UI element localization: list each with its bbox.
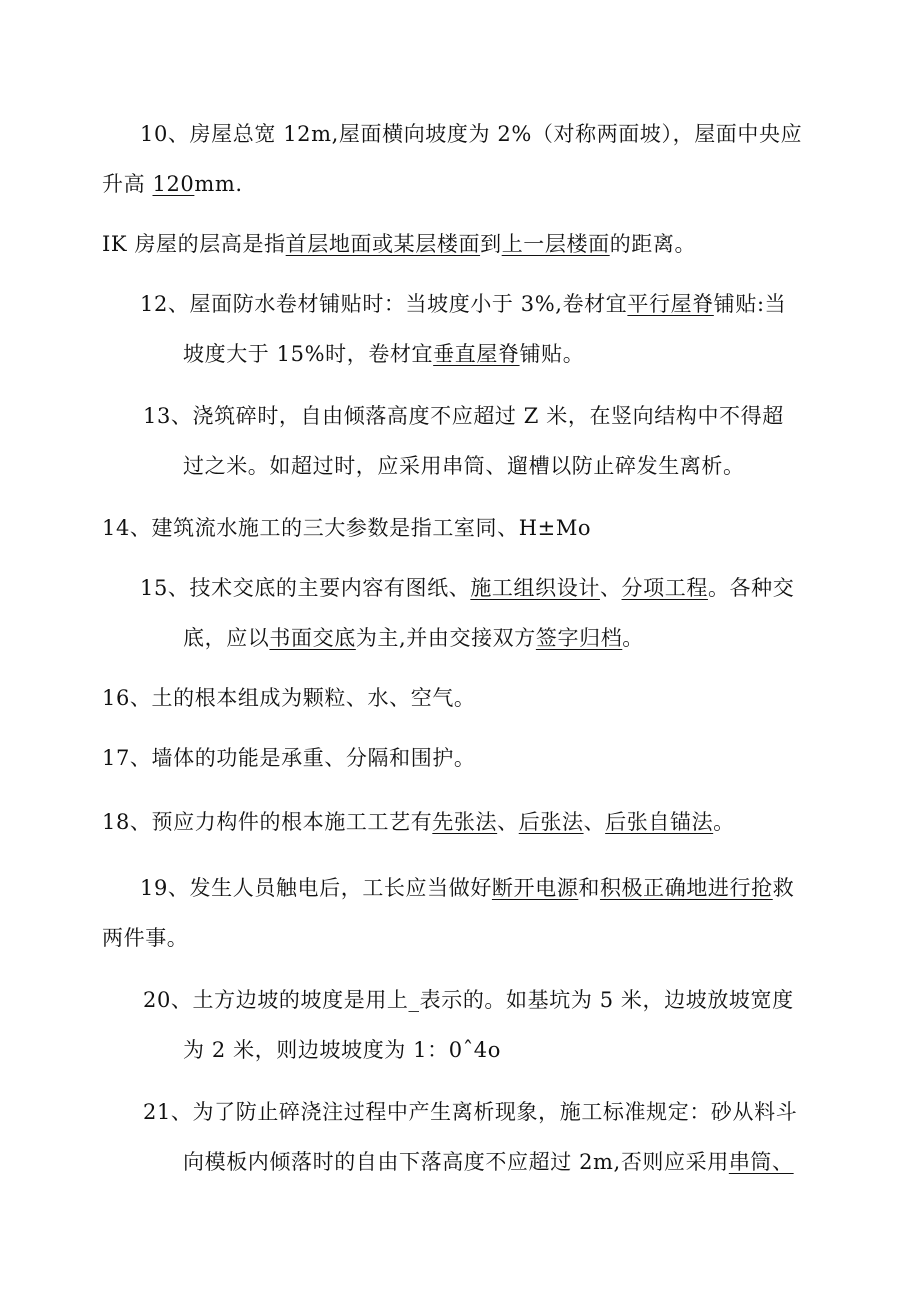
item-20-line-1 — [143, 986, 794, 1014]
text: 坡度大于 15%时，卷材宜 — [183, 342, 434, 366]
item-19-line-2 — [102, 924, 188, 952]
text: 。 — [622, 626, 644, 650]
text: 向模板内倾落时的自由下落高度不应超过 2m,否则应采用 — [183, 1150, 729, 1174]
underlined-answer: 上一层楼面 — [501, 232, 610, 256]
text: 、 — [497, 810, 519, 834]
underlined-answer: 先张法 — [432, 810, 498, 834]
text: 18、预应力构件的根本施工工艺有 — [102, 810, 433, 834]
text: 、 — [599, 576, 622, 600]
underlined-answer: 120 — [152, 172, 195, 196]
item-13-line-1 — [143, 402, 784, 430]
text: 、 — [583, 810, 606, 834]
underlined-answer: 首层地面或某层楼面 — [285, 232, 481, 256]
text: 铺贴:当 — [713, 292, 787, 316]
text: 。各种交 — [707, 576, 795, 600]
text: 底，应以 — [183, 626, 270, 650]
text: 。 — [713, 810, 735, 834]
item-12-line-1 — [140, 290, 786, 318]
underlined-answer: 串筒、 — [728, 1150, 794, 1174]
text: 12、屋面防水卷材铺贴时：当坡度小于 3%,卷材宜 — [140, 292, 628, 316]
underlined-answer: 垂直屋脊 — [433, 342, 520, 366]
text: 的距离。 — [609, 232, 697, 256]
text: 救 — [772, 876, 795, 900]
text: 13、浇筑碎时，自由倾落高度不应超过 Z 米，在竖向结构中不得超 — [143, 404, 784, 428]
item-10-line-2 — [102, 170, 243, 198]
item-17-line-1 — [102, 744, 476, 772]
text: mm. — [194, 172, 243, 196]
text: 20、土方边坡的坡度是用上_表示的。如基坑为 5 米，边坡放坡宽度 — [143, 988, 794, 1012]
item-18-line-1 — [102, 808, 735, 836]
underlined-answer: 分项工程 — [621, 576, 708, 600]
item-16-line-1 — [102, 684, 476, 712]
text: 为 2 米，则边坡坡度为 1：0ˆ4o — [183, 1038, 502, 1062]
item-10-line-1 — [140, 120, 802, 148]
item-13-line-2 — [183, 452, 745, 480]
text: 16、土的根本组成为颗粒、水、空气。 — [102, 686, 476, 710]
underlined-answer: 后张法 — [518, 810, 584, 834]
text: 到 — [480, 232, 502, 256]
text: 升高 — [102, 172, 153, 196]
item-15-line-2 — [183, 624, 644, 652]
text: 15、技术交底的主要内容有图纸、 — [140, 576, 471, 600]
underlined-answer: 签字归档 — [535, 626, 623, 650]
text: 和 — [578, 876, 600, 900]
item-20-line-2 — [183, 1036, 501, 1064]
text: 19、发生人员触电后，工长应当做好 — [140, 876, 492, 900]
underlined-answer: 书面交底 — [269, 626, 356, 650]
item-14-line-1 — [102, 514, 591, 542]
underlined-answer: 后张自锚法 — [605, 810, 714, 834]
underlined-answer: 断开电源 — [491, 876, 579, 900]
item-19-line-1 — [140, 874, 794, 902]
text: 10、房屋总宽 12m,屋面横向坡度为 2%（对称两面坡），屋面中央应 — [140, 122, 803, 146]
text: 21、为了防止碎浇注过程中产生离析现象，施工标准规定：砂从料斗 — [143, 1100, 798, 1124]
text: 两件事。 — [102, 926, 189, 950]
text: 铺贴。 — [519, 342, 585, 366]
item-21-line-2 — [183, 1148, 794, 1176]
text: IK 房屋的层高是指 — [102, 232, 286, 256]
item-15-line-1 — [140, 574, 794, 602]
text: 为主,并由交接双方 — [355, 626, 536, 650]
text: 14、建筑流水施工的三大参数是指工室同、H±Mo — [102, 516, 592, 540]
item-12-line-2 — [183, 340, 584, 368]
underlined-answer: 施工组织设计 — [470, 576, 600, 600]
underlined-answer: 积极正确地进行抢 — [599, 876, 773, 900]
item-21-line-1 — [143, 1098, 797, 1126]
item-11-line-1 — [102, 230, 696, 258]
text: 17、墙体的功能是承重、分隔和围护。 — [102, 746, 476, 770]
underlined-answer: 平行屋脊 — [627, 292, 714, 316]
text: 过之米。如超过时，应采用串筒、遛槽以防止碎发生离析。 — [183, 454, 745, 478]
